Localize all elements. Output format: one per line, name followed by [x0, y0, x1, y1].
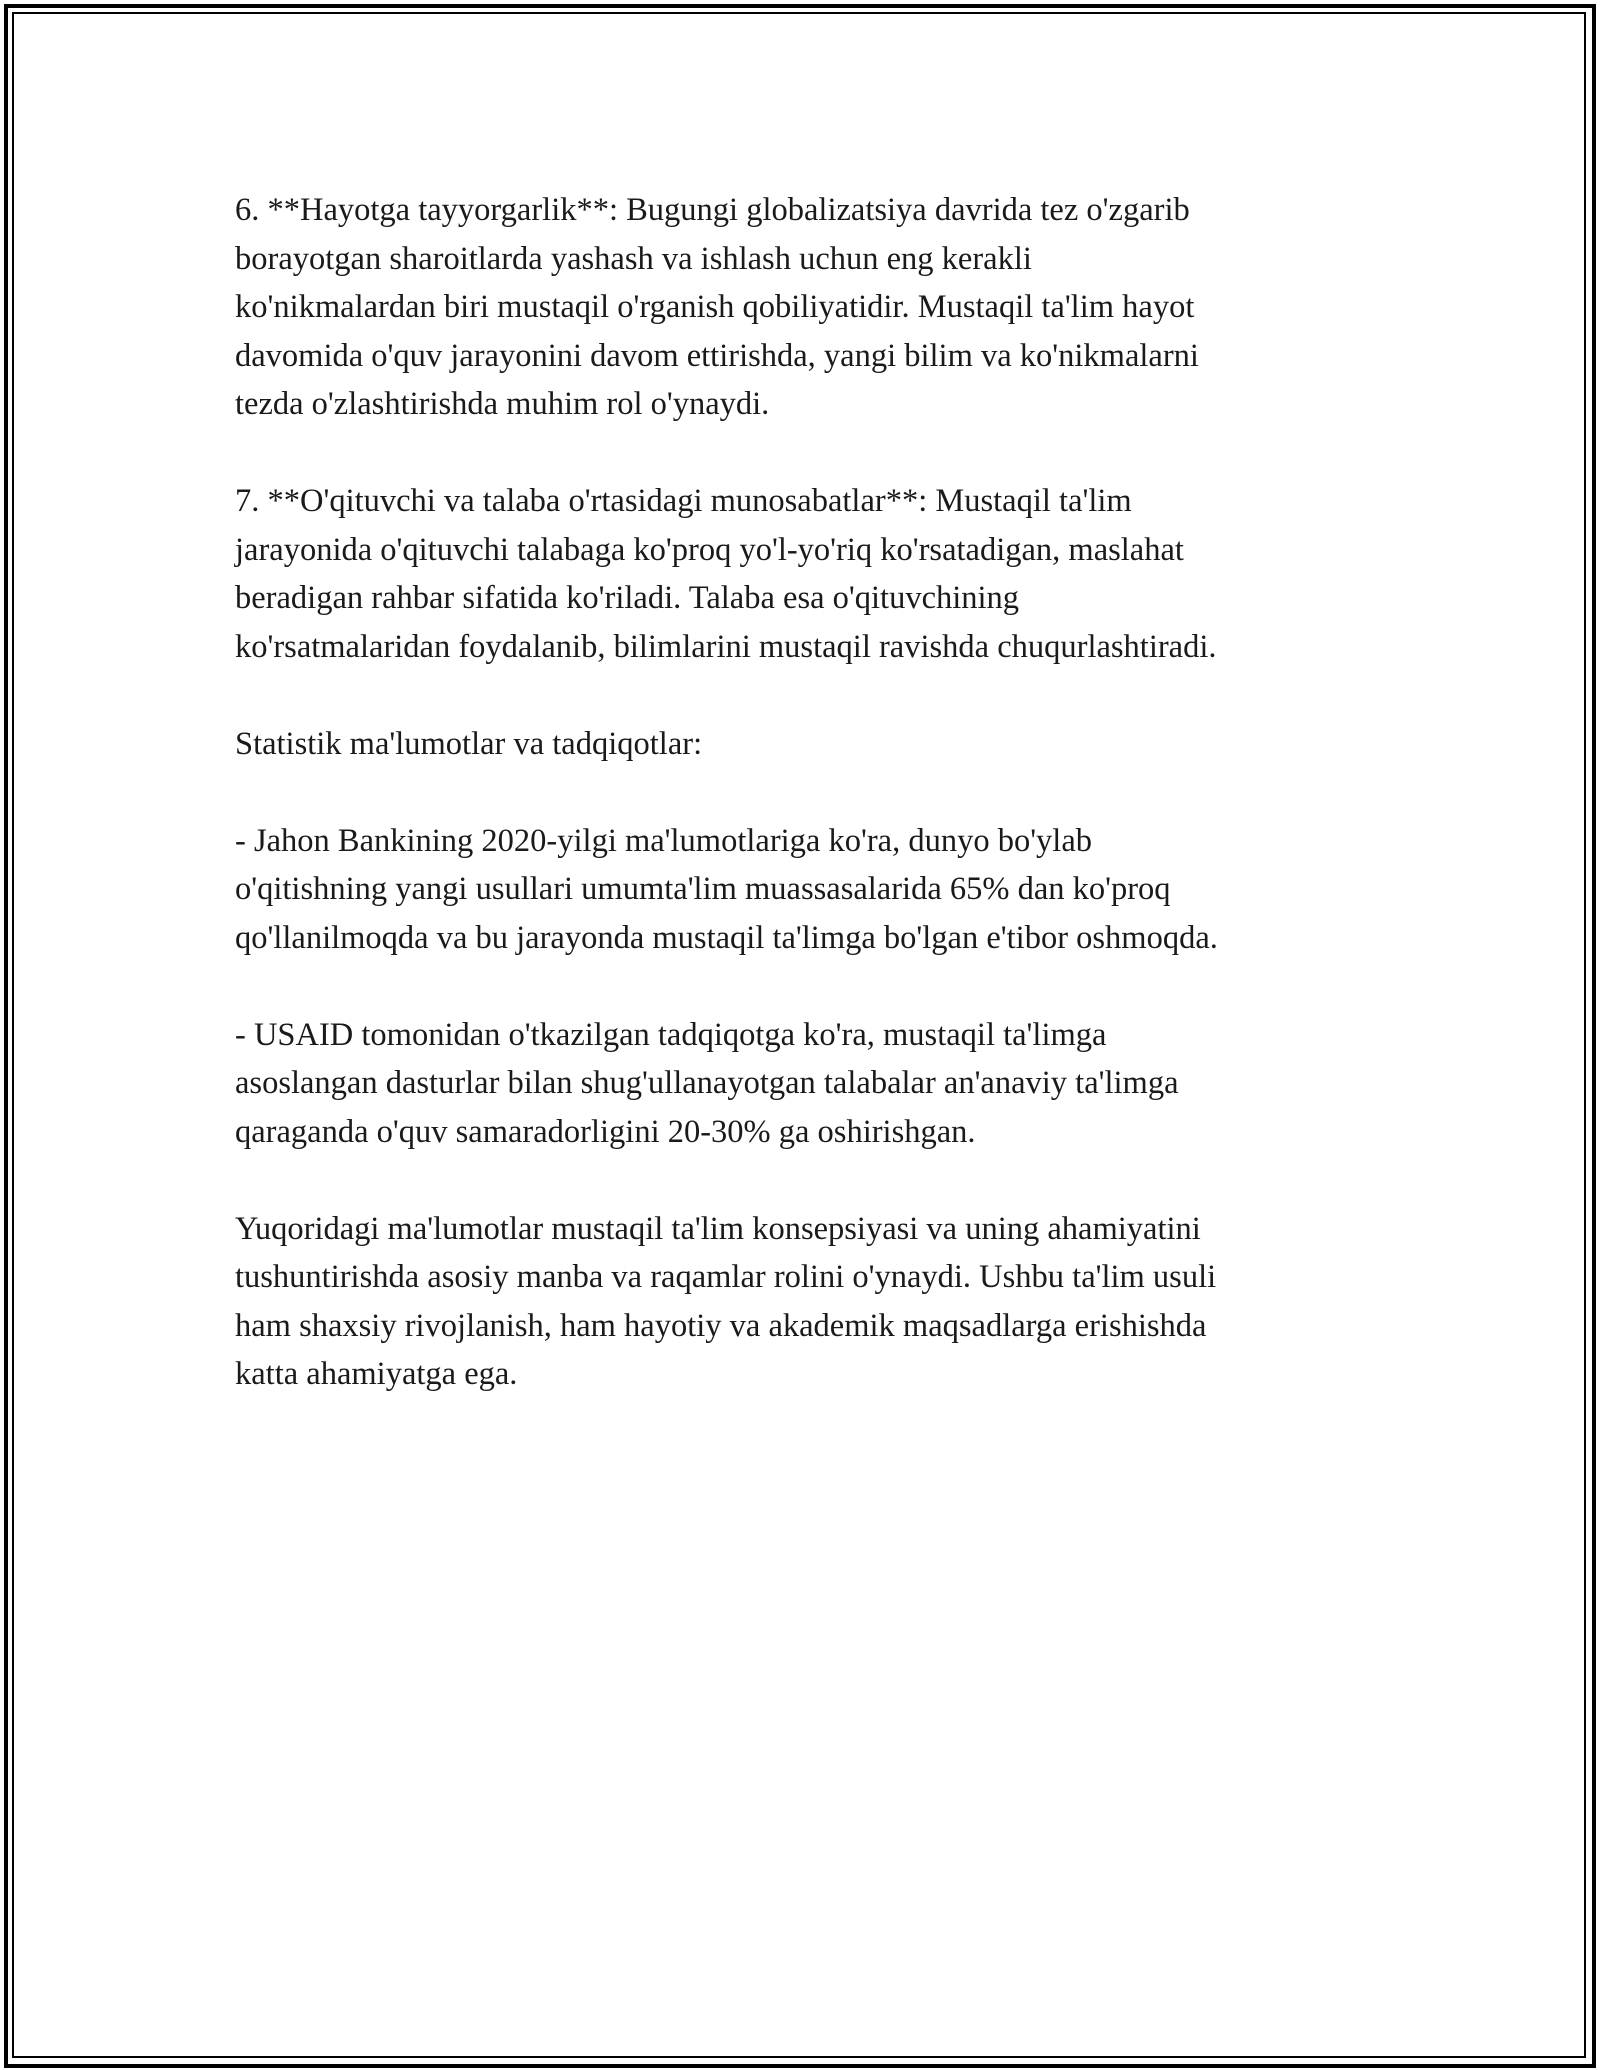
text-line: davomida o'quv jarayonini davom ettirishda, yangi bilim va ko'nikmalarni [235, 337, 1199, 374]
text-line: o'qitishning yangi usullari umumta'lim muassasalarida 65% dan ko'proq [235, 871, 1171, 907]
text-line: ko'nikmalardan biri mustaqil o'rganish qobiliyatidir. Mustaqil ta'lim hayot [235, 289, 1195, 325]
text-line: 6. **Hayotga tayyorgarlik**: Bugungi globalizatsiya davrida tez o'zgarib [235, 192, 1190, 228]
text-line: Statistik ma'lumotlar va tadqiqotlar: [235, 725, 703, 762]
text-line: tushuntirishda asosiy manba va raqamlar rolini o'ynaydi. Ushbu ta'lim usuli [235, 1259, 1217, 1295]
document-body [235, 186, 1365, 1447]
text-line: Yuqoridagi ma'lumotlar mustaqil ta'lim konsepsiyasi va uning ahamiyatini [235, 1210, 1201, 1247]
text-line: borayotgan sharoitlarda yashash va ishlash uchun eng kerakli [235, 240, 1032, 277]
paragraph-point-6 [235, 186, 1365, 429]
text-line: ham shaxsiy rivojlanish, ham hayotiy va akademik maqsadlarga erishishda [235, 1307, 1207, 1344]
text-line: beradigan rahbar sifatida ko'riladi. Talaba esa o'qituvchining [235, 580, 1020, 616]
text-line: 7. **O'qituvchi va talaba o'rtasidagi munosabatlar**: Mustaqil ta'lim [235, 483, 1132, 519]
paragraph-stat-world-bank [235, 817, 1365, 963]
text-line: ko'rsatmalaridan foydalanib, bilimlarini mustaqil ravishda chuqurlashtiradi. [235, 628, 1217, 665]
paragraph-point-7 [235, 477, 1365, 671]
text-line: - USAID tomonidan o'tkazilgan tadqiqotga ko'ra, mustaqil ta'limga [235, 1016, 1107, 1053]
text-line: qo'llanilmoqda va bu jarayonda mustaqil ta'limga bo'lgan e'tibor oshmoqda. [235, 919, 1218, 956]
paragraph-stat-usaid [235, 1011, 1365, 1157]
text-line: tezda o'zlashtirishda muhim rol o'ynaydi. [235, 386, 770, 422]
text-line: - Jahon Bankining 2020-yilgi ma'lumotlariga ko'ra, dunyo bo'ylab [235, 822, 1093, 859]
paragraph-stats-heading [235, 720, 1365, 769]
text-line: katta ahamiyatga ega. [235, 1356, 518, 1392]
text-line: jarayonida o'qituvchi talabaga ko'proq yo'l-yo'riq ko'rsatadigan, maslahat [235, 531, 1184, 568]
paragraph-conclusion [235, 1205, 1365, 1399]
text-line: asoslangan dasturlar bilan shug'ullanayotgan talabalar an'anaviy ta'limga [235, 1065, 1179, 1101]
text-line: qaraganda o'quv samaradorligini 20-30% ga oshirishgan. [235, 1113, 976, 1150]
